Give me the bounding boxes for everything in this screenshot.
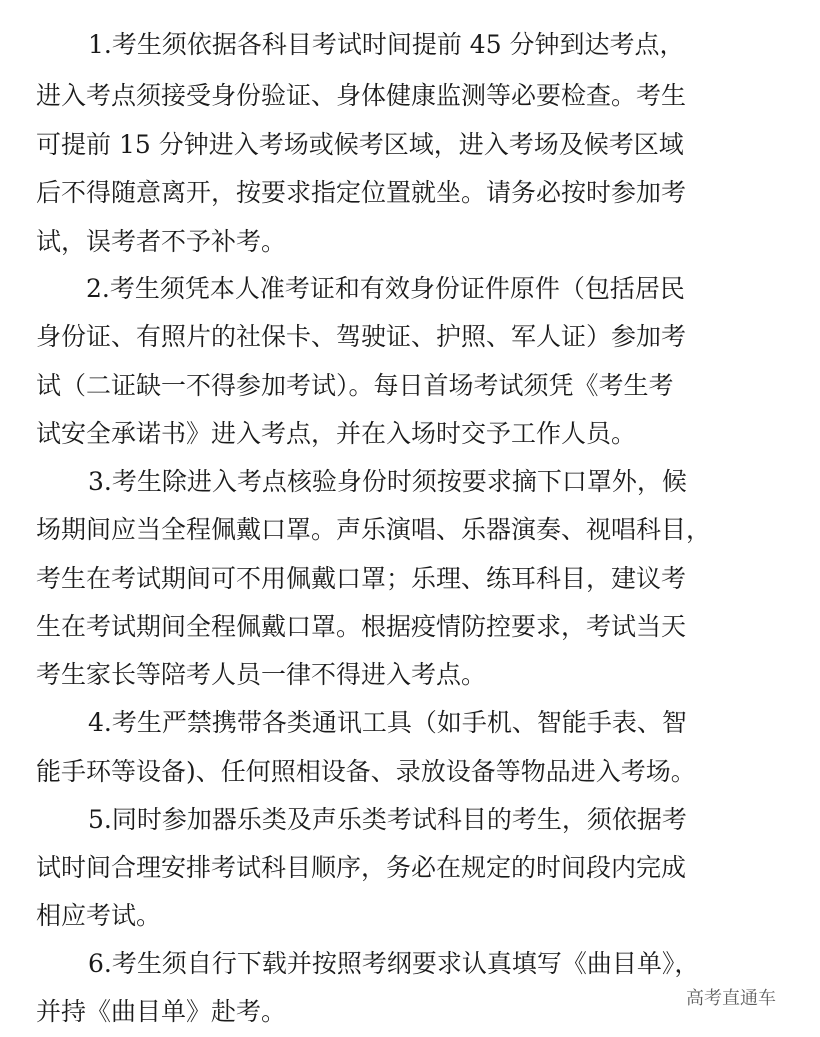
paragraph-2-line-3: 试（二证缺一不得参加考试）。每日首场考试须凭《考生考 (36, 371, 674, 400)
paragraph-5-line-3: 相应考试。 (36, 901, 162, 930)
paragraph-3-line-2: 场期间应当全程佩戴口罩。声乐演唱、乐器演奏、视唱科目， (36, 515, 712, 544)
paragraph-1-line-3: 可提前 15 分钟进入考场或候考区域，进入考场及候考区域 (36, 130, 684, 159)
paragraph-2-line-4: 试安全承诺书》进入考点，并在入场时交予工作人员。 (36, 419, 637, 448)
paragraph-2-line-1: 2.考生须凭本人准考证和有效身份证件原件（包括居民 (86, 274, 685, 303)
paragraph-1-line-5: 试，误考者不予补考。 (36, 227, 287, 256)
paragraph-5-line-2: 试时间合理安排考试科目顺序，务必在规定的时间段内完成 (36, 853, 687, 882)
paragraph-3-line-5: 考生家长等陪考人员一律不得进入考点。 (36, 660, 487, 689)
paragraph-5-line-1: 5.同时参加器乐类及声乐类考试科目的考生，须依据考 (88, 805, 687, 834)
paragraph-4-line-2: 能手环等设备)、任何照相设备、录放设备等物品进入考场。 (36, 757, 696, 786)
paragraph-3-line-1: 3.考生除进入考点核验身份时须按要求摘下口罩外，候 (88, 467, 687, 496)
source-watermark: 高考直通车 (686, 988, 776, 1009)
paragraph-3-line-4: 生在考试期间全程佩戴口罩。根据疫情防控要求，考试当天 (36, 612, 687, 641)
paragraph-6-line-2: 并持《曲目单》赴考。 (36, 997, 287, 1026)
paragraph-4-line-1: 4.考生严禁携带各类通讯工具（如手机、智能手表、智 (88, 708, 687, 737)
paragraph-6-line-1: 6.考生须自行下载并按照考纲要求认真填写《曲目单》， (88, 949, 700, 978)
paragraph-1-line-1: 1.考生须依据各科目考试时间提前 45 分钟到达考点， (88, 30, 685, 59)
paragraph-2-line-2: 身份证、有照片的社保卡、驾驶证、护照、军人证）参加考 (36, 322, 687, 351)
paragraph-1-line-2: 进入考点须接受身份验证、身体健康监测等必要检查。考生 (36, 81, 687, 110)
paragraph-3-line-3: 考生在考试期间可不用佩戴口罩；乐理、练耳科目，建议考 (36, 564, 687, 593)
paragraph-1-line-4: 后不得随意离开，按要求指定位置就坐。请务必按时参加考 (36, 178, 687, 207)
